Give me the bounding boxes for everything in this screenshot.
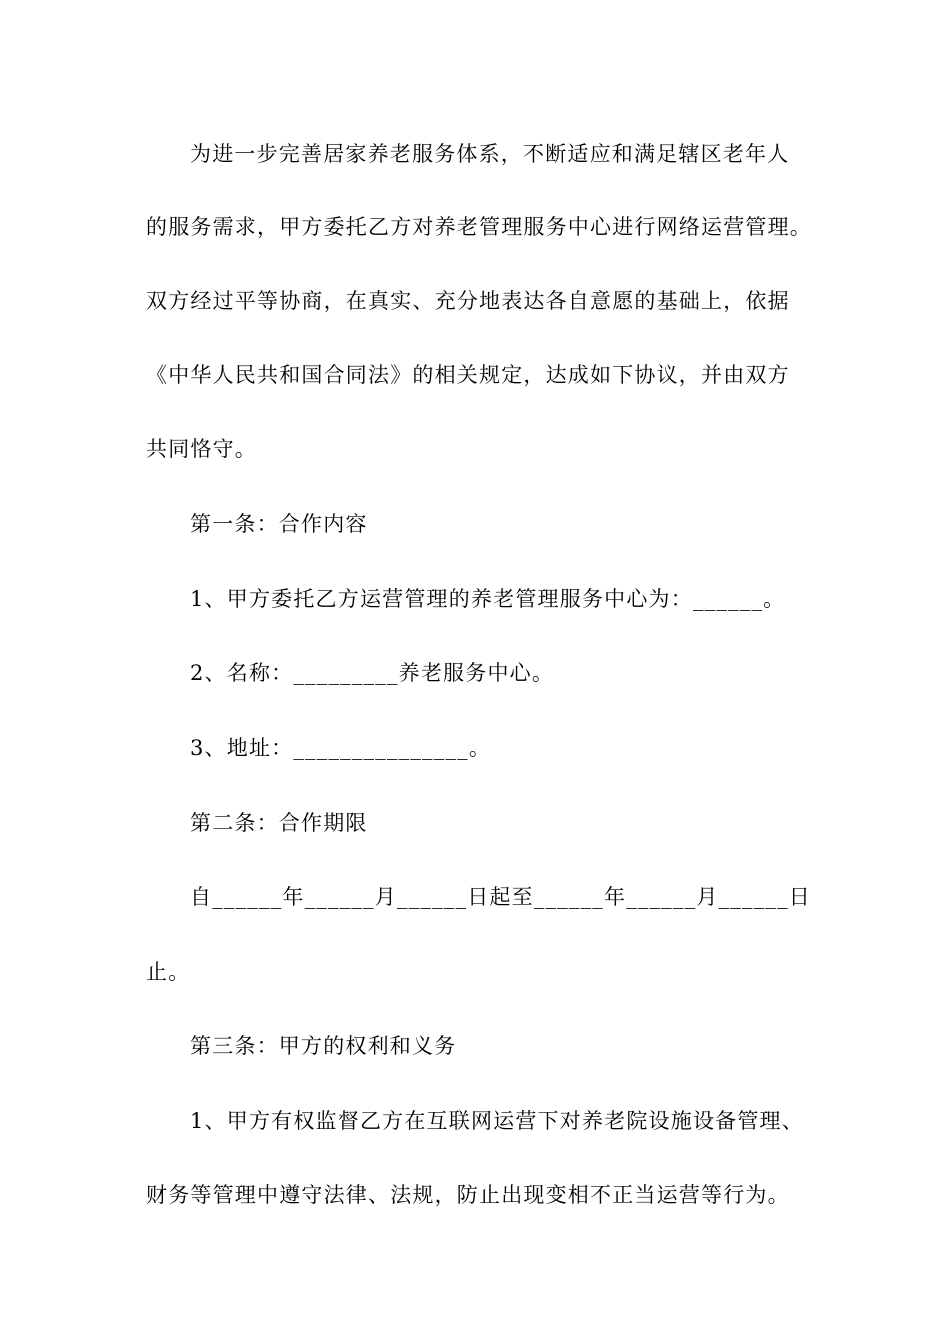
paragraph-intro-line-4: 《中华人民共和国合同法》的相关规定，达成如下协议，并由双方 xyxy=(146,363,790,387)
paragraph-intro-line-1: 为进一步完善居家养老服务体系，不断适应和满足辖区老年人 xyxy=(190,142,790,166)
article-1-item-1: 1、甲方委托乙方运营管理的养老管理服务中心为：______。 xyxy=(190,587,786,611)
article-2-term-line-2: 止。 xyxy=(146,960,191,984)
article-2-term-line-1: 自______年______月______日起至______年______月______日 xyxy=(190,885,811,909)
article-1-item-2: 2、名称：_________养老服务中心。 xyxy=(190,661,555,685)
paragraph-intro-line-3: 双方经过平等协商，在真实、充分地表达各自意愿的基础上，依据 xyxy=(146,289,790,313)
article-2-heading: 第二条：合作期限 xyxy=(190,811,368,835)
paragraph-intro-line-2: 的服务需求，甲方委托乙方对养老管理服务中心进行网络运营管理。 xyxy=(146,215,812,239)
article-1-heading: 第一条：合作内容 xyxy=(190,512,368,536)
article-3-heading: 第三条：甲方的权利和义务 xyxy=(190,1034,457,1058)
paragraph-intro-line-5: 共同恪守。 xyxy=(146,437,257,461)
article-1-item-3: 3、地址：_______________。 xyxy=(190,736,492,760)
article-3-item-1-line-2: 财务等管理中遵守法律、法规，防止出现变相不正当运营等行为。 xyxy=(146,1183,790,1207)
article-3-item-1-line-1: 1、甲方有权监督乙方在互联网运营下对养老院设施设备管理、 xyxy=(190,1109,804,1133)
